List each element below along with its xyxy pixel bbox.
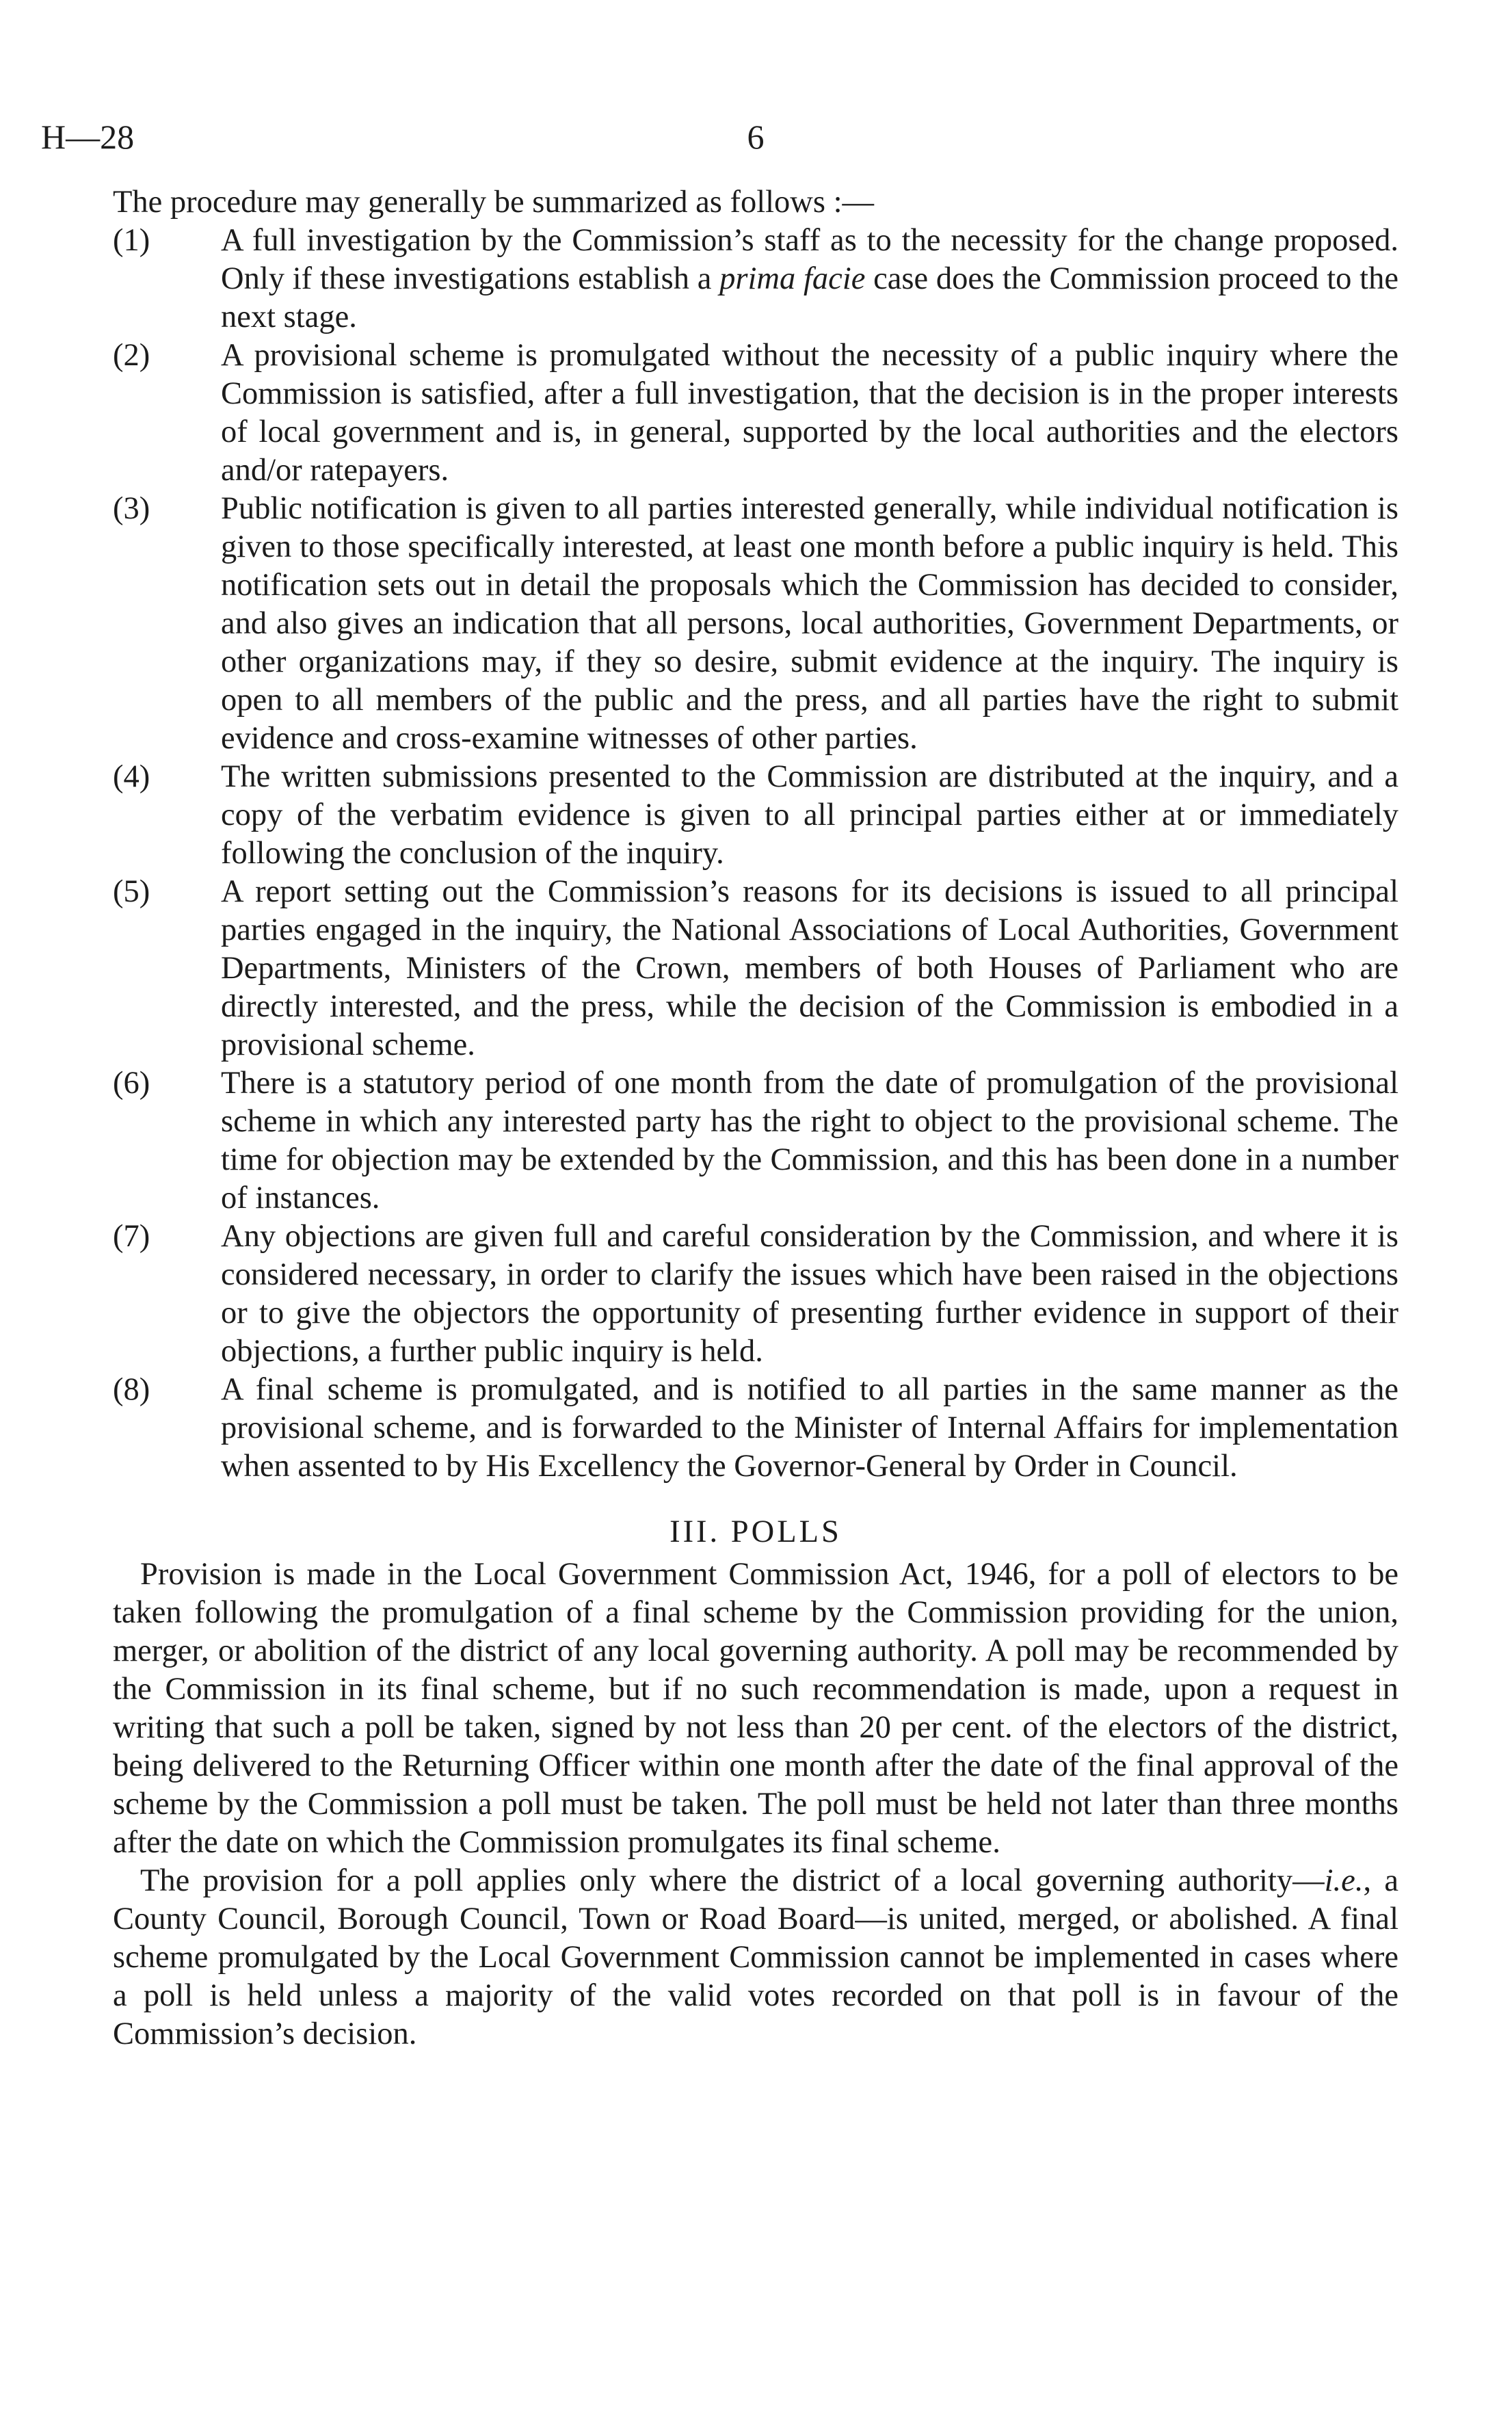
- procedure-step-5: [113, 873, 1398, 1064]
- paragraph-italic-term: i.e.: [1324, 1863, 1364, 1898]
- polls-paragraph-1: Provision is made in the Local Government Commission Act, 1946, for a poll of electors to be taken following the promulgation of a final scheme by the Commission providing for the union, merger, or abolition of the district of any local governing authority. A poll may be recommended by the Commission in its final scheme, but if no such recommendation is made, upon a request in writing that such a poll be taken, signed by not less than 20 per cent. of the electors of the district, being delivered to the Returning Officer within one month after the date of the final approval of the scheme by the Commission a poll must be taken. The poll must be held not later than three months after the date on which the Commission promulgates its final scheme.: [113, 1557, 1398, 1860]
- page-reference: H—28: [41, 118, 135, 156]
- procedure-step-6: [113, 1064, 1398, 1218]
- procedure-step-7: [113, 1218, 1398, 1371]
- step-number: (8): [113, 1372, 150, 1407]
- step-number: (3): [113, 491, 150, 526]
- step-number: (5): [113, 874, 150, 909]
- polls-paragraph-2: [113, 1862, 1398, 2053]
- section-heading: III. POLLS: [669, 1514, 842, 1549]
- step-number: (1): [113, 223, 150, 258]
- page-content: [113, 183, 1398, 2053]
- step-text: The written submissions presented to the Commission are distributed at the inquiry, and a copy of the verbatim evidence is given to all principal parties either at or immediately following the conclusion of the inquiry.: [221, 759, 1398, 871]
- procedure-list: [113, 222, 1398, 1486]
- procedure-step-1: [113, 222, 1398, 337]
- procedure-step-4: [113, 758, 1398, 873]
- procedure-step-3: [113, 490, 1398, 758]
- step-number: (6): [113, 1066, 150, 1101]
- step-text: There is a statutory period of one month from the date of promulgation of the provisional scheme in which any interested party has the right to object to the provisional scheme. The time for objection may be extended by the Commission, and this has been done in a number of instances.: [221, 1066, 1398, 1215]
- step-text: case does the Commission proceed to the next stage.: [221, 261, 1398, 334]
- procedure-step-2: [113, 337, 1398, 490]
- step-number: (4): [113, 759, 150, 794]
- step-text: Public notification is given to all parties interested generally, while individual notification is given to those specifically interested, at least one month before a public inquiry is held. This notification sets out in detail the proposals which the Commission has decided to consider, and also gives an indication that all persons, local authorities, Government Departments, or other organizations may, if they so desire, submit evidence at the inquiry. The inquiry is open to all members of the public and the press, and all parties have the right to submit evidence and cross-examine witnesses of other parties.: [221, 491, 1398, 756]
- step-text: A final scheme is promulgated, and is notified to all parties in the same manner as the provisional scheme, and is forwarded to the Minister of Internal Affairs for implementation when assented to by His Excellency the Governor-General by Order in Council.: [221, 1372, 1398, 1484]
- page-header: [41, 109, 1470, 164]
- paragraph-text: The provision for a poll applies only where the district of a local governing authority—: [140, 1863, 1325, 1898]
- step-text: Any objections are given full and careful consideration by the Commission, and where it is considered necessary, in order to clarify the issues which have been raised in the objections or to give the objectors the opportunity of presenting further evidence in support of their objections, a further public inquiry is held.: [221, 1219, 1398, 1369]
- step-text: A report setting out the Commission’s reasons for its decisions is issued to all principal parties engaged in the inquiry, the National Associations of Local Authorities, Government Departments, Ministers of the Crown, members of both Houses of Parliament who are directly interested, and the press, while the decision of the Commission is embodied in a provisional scheme.: [221, 874, 1398, 1062]
- step-number: (7): [113, 1219, 150, 1254]
- paragraph-text: , a County Council, Borough Council, Town or Road Board—is united, merged, or abolished. A final scheme promulgated by the Local Government Commission cannot be implemented in cases where a poll is held unless a majority of the valid votes recorded on that poll is in favour of the Commission’s decision.: [113, 1863, 1398, 2051]
- step-text: A full investigation by the Commission’s staff as to the necessity for the change proposed. Only if these investigations establish a: [221, 223, 1398, 296]
- step-text: A provisional scheme is promulgated without the necessity of a public inquiry where the Commission is satisfied, after a full investigation, that the decision is in the proper interests of local government and is, in general, supported by the local authorities and the electors and/or ratepayers.: [221, 338, 1398, 488]
- page-number: 6: [747, 118, 765, 156]
- step-italic-term: prima facie: [719, 261, 866, 296]
- step-number: (2): [113, 338, 150, 373]
- intro-line: The procedure may generally be summarized as follows :—: [113, 185, 875, 220]
- procedure-step-8: [113, 1371, 1398, 1486]
